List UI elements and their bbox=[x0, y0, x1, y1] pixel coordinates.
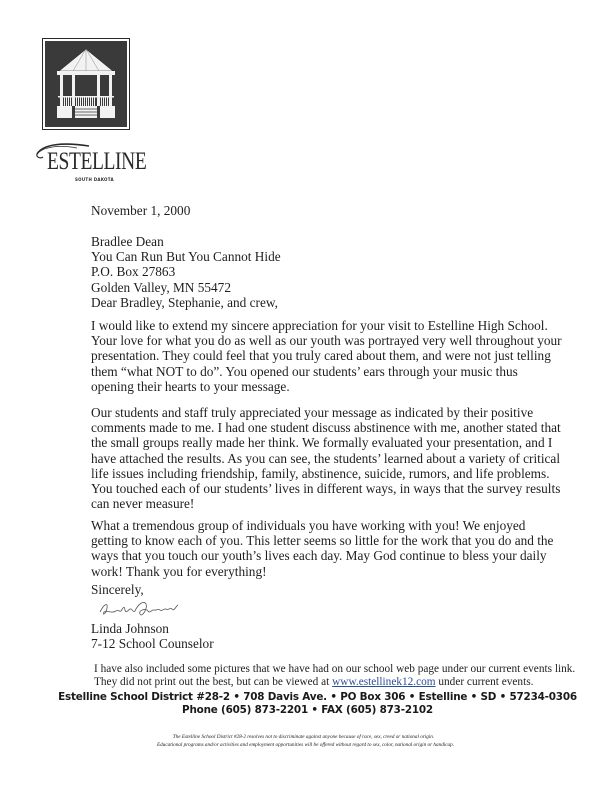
wordmark-text: ESTELLINE bbox=[47, 148, 147, 175]
equal-opportunity-statement: Educational programs and/or activities and employment opportunities will be offered without regard to sex, color, national origin or handicap. bbox=[156, 742, 455, 748]
paragraph-line: them “what NOT to do”. You opened our students’ ears through your music thus bbox=[91, 363, 518, 379]
paragraph-line: work! Thank you for everything! bbox=[91, 563, 267, 579]
school-logo bbox=[42, 38, 130, 130]
paragraph-line: comments made to me. I had one student discuss abstinence with me, another stated that bbox=[91, 420, 561, 436]
paragraph-line: getting to know each of you. This letter seems so little for the work that you do and the bbox=[91, 533, 554, 549]
paragraph-line: have attached the results. As you can see, the students’ learned about a variety of critical bbox=[91, 450, 561, 466]
school-wordmark bbox=[33, 140, 147, 190]
paragraph-line: I would like to extend my sincere appreciation for your visit to Estelline High School. bbox=[91, 318, 548, 333]
body-paragraph bbox=[91, 405, 606, 511]
footer-phone: Phone (605) 873-2201 • FAX (605) 873-2102 bbox=[182, 704, 433, 716]
paragraph-line: the small groups really made her think. We formally evaluated your presentation, and I bbox=[91, 435, 553, 451]
recipient-organization: You Can Run But You Cannot Hide bbox=[91, 249, 281, 265]
paragraph-line: can never measure! bbox=[91, 496, 195, 512]
paragraph-line: opening their hearts to your message. bbox=[91, 378, 290, 394]
paragraph-line: life issues including friendship, family, abstinence, suicide, rumors, and life problems. bbox=[91, 465, 550, 481]
signer-title: 7-12 School Counselor bbox=[91, 636, 214, 652]
signer-block bbox=[91, 621, 214, 651]
paragraph-line: Your love for what you do as well as our youth was portrayed very well throughout your bbox=[91, 333, 562, 349]
paragraph-line: What a tremendous group of individuals you have working with you! We enjoyed bbox=[91, 518, 526, 533]
paragraph-line: ways that you touch our youth’s lives each day. May God continue to bless your daily bbox=[91, 548, 547, 564]
gazebo-icon bbox=[45, 41, 127, 127]
wordmark-subtitle: SOUTH DAKOTA bbox=[75, 177, 114, 182]
letter-closing: Sincerely, bbox=[91, 582, 144, 597]
school-website-link[interactable]: www.estellinek12.com bbox=[332, 676, 436, 688]
paragraph-line: Our students and staff truly appreciated your message as indicated by their positive bbox=[91, 405, 534, 420]
postscript-text-after: under current events. bbox=[435, 676, 534, 688]
recipient-po-box: P.O. Box 27863 bbox=[91, 264, 176, 280]
letter-date: November 1, 2000 bbox=[91, 203, 191, 218]
non-discrimination-statement: The Estelline School District #28-2 resolves not to discriminate against anyone because of race, sex, creed or national origin. bbox=[172, 734, 435, 740]
recipient-name: Bradlee Dean bbox=[91, 234, 164, 249]
recipient-address bbox=[91, 234, 281, 295]
postscript-text-before: They did not print out the best, but can be viewed at bbox=[94, 676, 333, 688]
paragraph-line: You touched each of our students’ lives in different ways, in ways that the survey results bbox=[91, 481, 561, 497]
postscript-line-2 bbox=[94, 676, 575, 689]
postscript bbox=[94, 663, 575, 689]
handwritten-signature bbox=[98, 596, 188, 622]
body-paragraph bbox=[91, 318, 606, 394]
recipient-city-state-zip: Golden Valley, MN 55472 bbox=[91, 279, 231, 295]
footer-address: Estelline School District #28-2 • 708 Davis Ave. • PO Box 306 • Estelline • SD • 57234-0306 bbox=[58, 691, 577, 703]
paragraph-line: presentation. They could feel that you truly cared about them, and were not just telling bbox=[91, 348, 551, 364]
letter-greeting: Dear Bradley, Stephanie, and crew, bbox=[91, 295, 278, 310]
postscript-line-1: I have also included some pictures that we have had on our school web page under our current events link. bbox=[94, 663, 576, 675]
body-paragraph bbox=[91, 518, 606, 579]
signer-name: Linda Johnson bbox=[91, 621, 169, 636]
